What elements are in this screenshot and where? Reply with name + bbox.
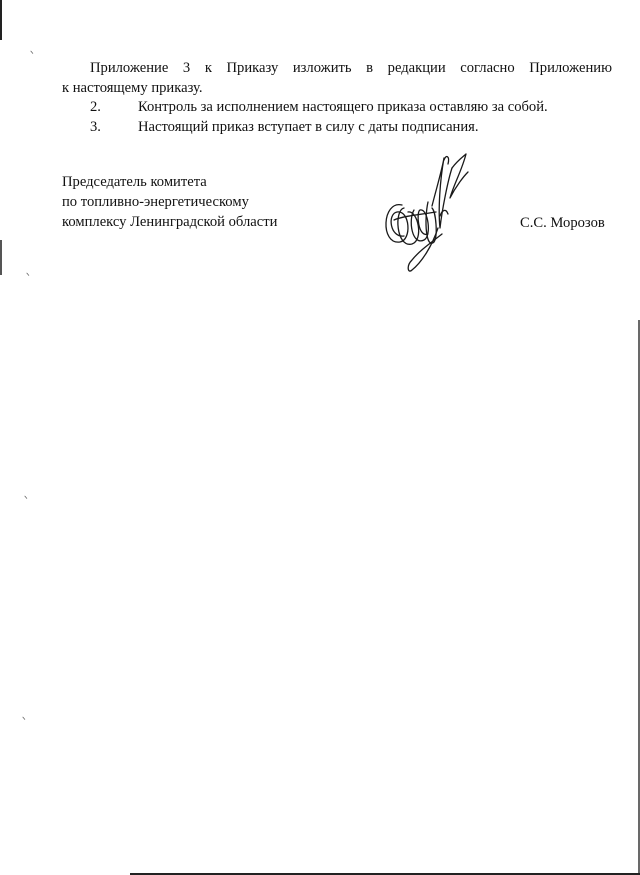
signatory-title-line1: Председатель комитета bbox=[62, 174, 207, 190]
list-item-text: Контроль за исполнением настоящего приказа оставляю за собой. bbox=[138, 99, 548, 115]
intro-paragraph-line1: Приложение 3 к Приказу изложить в редакции согласно Приложению bbox=[90, 60, 612, 76]
list-item-number: 3. bbox=[90, 119, 101, 135]
scan-speck: ᐠ bbox=[30, 50, 34, 60]
signatory-title-line3: комплексу Ленинградской области bbox=[62, 214, 278, 230]
scan-speck: ᐠ bbox=[24, 495, 28, 505]
intro-paragraph-line2: к настоящему приказу. bbox=[62, 80, 203, 96]
signatory-title bbox=[62, 172, 277, 232]
list-item-3 bbox=[90, 117, 610, 137]
list-item-2 bbox=[90, 97, 610, 117]
handwritten-signature bbox=[372, 150, 482, 275]
signatory-title-line2: по топливно-энергетическому bbox=[62, 194, 249, 210]
list-item-number: 2. bbox=[90, 99, 101, 115]
list-item-text: Настоящий приказ вступает в силу с даты подписания. bbox=[138, 119, 479, 135]
scan-speck: ᐠ bbox=[22, 716, 26, 726]
signatory-name: С.С. Морозов bbox=[520, 215, 605, 231]
scan-speck: ᐠ bbox=[26, 272, 30, 282]
intro-paragraph bbox=[62, 58, 612, 98]
scan-edge-left bbox=[0, 0, 2, 875]
